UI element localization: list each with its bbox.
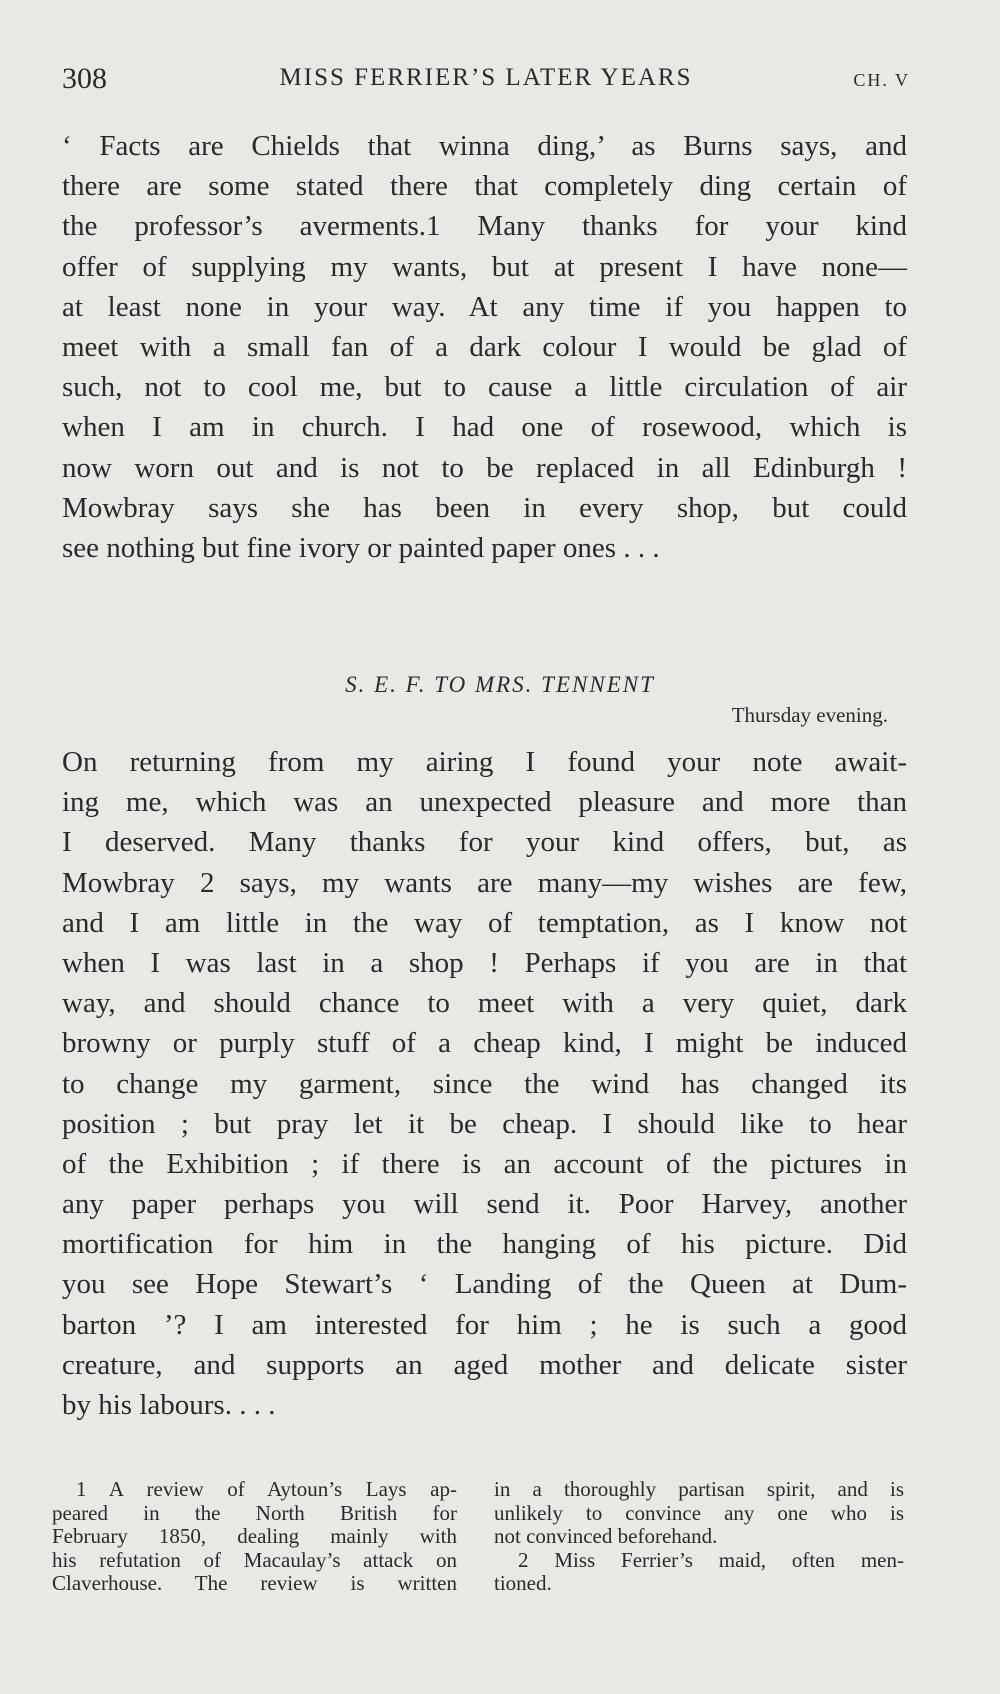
text-line: now worn out and is not to be replaced in all Edinburgh ! bbox=[62, 451, 907, 484]
text-line: when I am in church. I had one of rosewood, which is bbox=[62, 411, 907, 444]
footnote-line: 2 Miss Ferrier’s maid, often men- bbox=[518, 1547, 904, 1572]
letter-date: Thursday evening. bbox=[731, 703, 888, 727]
text-line: see nothing but fine ivory or painted paper ones . . . bbox=[62, 531, 660, 564]
text-line: I deserved. Many thanks for your kind offers, but, as bbox=[62, 826, 907, 859]
text-line: offer of supplying my wants, but at present I have none— bbox=[62, 250, 907, 283]
text-line: way, and should chance to meet with a very quiet, dark bbox=[62, 987, 907, 1020]
text-line: meet with a small fan of a dark colour I would be glad of bbox=[62, 330, 907, 363]
text-line: mortification for him in the hanging of his picture. Did bbox=[62, 1228, 907, 1261]
text-line: such, not to cool me, but to cause a little circulation of air bbox=[62, 371, 907, 404]
footnote-line: his refutation of Macaulay’s attack on bbox=[52, 1547, 457, 1572]
page-number: 308 bbox=[62, 62, 107, 95]
running-title: MISS FERRIER’S LATER YEARS bbox=[279, 64, 693, 91]
text-line: On returning from my airing I found your note await- bbox=[62, 746, 907, 778]
text-line: by his labours. . . . bbox=[62, 1389, 276, 1421]
text-line: at least none in your way. At any time if you happen to bbox=[62, 290, 907, 323]
text-line: any paper perhaps you will send it. Poor Harvey, another bbox=[62, 1188, 907, 1221]
text-line: Mowbray says she has been in every shop, but could bbox=[62, 491, 907, 524]
text-line: position ; but pray let it be cheap. I should like to hear bbox=[62, 1107, 907, 1140]
letter-body bbox=[62, 742, 907, 1425]
footnote-line: 1 A review of Aytoun’s Lays ap- bbox=[76, 1477, 457, 1501]
text-line: of the Exhibition ; if there is an account of the pictures in bbox=[62, 1147, 907, 1180]
footnote-line: unlikely to convince any one who is bbox=[494, 1500, 904, 1525]
footnote-line: February 1850, dealing mainly with bbox=[52, 1524, 457, 1549]
letter-heading: S. E. F. TO MRS. TENNENT bbox=[345, 672, 655, 697]
footnotes-right-column bbox=[494, 1478, 904, 1596]
text-line: ing me, which was an unexpected pleasure and more than bbox=[62, 786, 907, 819]
text-line: and I am little in the way of temptation, as I know not bbox=[62, 906, 907, 939]
text-line: there are some stated there that completely ding certain of bbox=[62, 170, 907, 203]
text-line: when I was last in a shop ! Perhaps if you are in that bbox=[62, 946, 907, 979]
text-line: creature, and supports an aged mother and delicate sister bbox=[62, 1348, 907, 1381]
text-line: browny or purply stuff of a cheap kind, I might be induced bbox=[62, 1027, 907, 1060]
text-line: barton ’? I am interested for him ; he is such a good bbox=[62, 1308, 907, 1341]
chapter-marker: CH. V bbox=[853, 70, 910, 90]
footnote-line: peared in the North British for bbox=[52, 1500, 457, 1525]
text-line: ‘ Facts are Chields that winna ding,’ as Burns says, and bbox=[62, 130, 907, 162]
footnote-line: in a thoroughly partisan spirit, and is bbox=[494, 1477, 904, 1501]
footnote-line: not convinced beforehand. bbox=[494, 1524, 718, 1549]
page-header bbox=[62, 62, 910, 102]
text-line: to change my garment, since the wind has changed its bbox=[62, 1067, 907, 1100]
text-line: the professor’s averments.1 Many thanks for your kind bbox=[62, 210, 907, 243]
footnote-line: tioned. bbox=[494, 1571, 552, 1596]
opening-paragraph bbox=[62, 126, 907, 568]
footnotes-left-column bbox=[52, 1478, 457, 1596]
footnote-line: Claverhouse. The review is written bbox=[52, 1571, 457, 1596]
text-line: you see Hope Stewart’s ‘ Landing of the Queen at Dum- bbox=[62, 1268, 907, 1301]
text-line: Mowbray 2 says, my wants are many—my wishes are few, bbox=[62, 866, 907, 899]
